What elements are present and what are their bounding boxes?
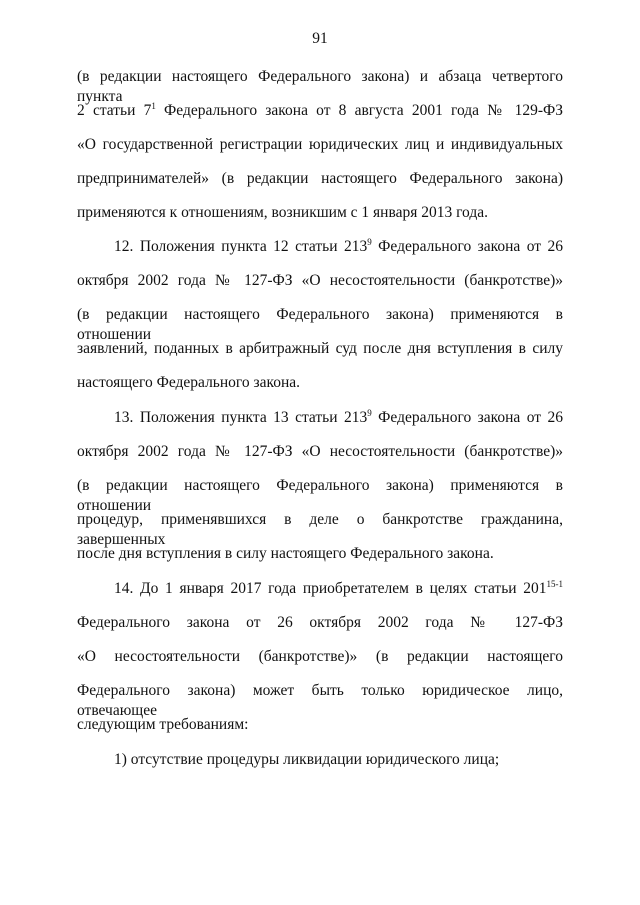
text-line: заявлений, поданных в арбитражный суд после дня вступления в силу (77, 340, 563, 357)
text-line: (в редакции настоящего Федерального закона) применяются в отношении (77, 306, 563, 343)
text-line: предпринимателей» (в редакции настоящего Федерального закона) (77, 170, 563, 187)
superscript: 9 (367, 408, 372, 418)
text-line: процедур, применявшихся в деле о банкротстве гражданина, завершенных (77, 511, 563, 548)
text-line: «О государственной регистрации юридических лиц и индивидуальных (77, 136, 563, 153)
text-line: октября 2002 года № 127-ФЗ «О несостоятельности (банкротстве)» (77, 272, 563, 289)
text-line (114, 579, 563, 599)
text-line: Федерального закона) может быть только юридическое лицо, отвечающее (77, 682, 563, 719)
text-line: «О несостоятельности (банкротстве)» (в редакции настоящего (77, 648, 563, 665)
text-line: октября 2002 года № 127-ФЗ «О несостоятельности (банкротстве)» (77, 443, 563, 460)
text-line: после дня вступления в силу настоящего Федерального закона. (77, 545, 494, 562)
text-line: настоящего Федерального закона. (77, 374, 301, 391)
superscript: 9 (367, 237, 372, 247)
text: 2 статьи 7 (77, 102, 152, 119)
text-line: 1) отсутствие процедуры ликвидации юридического лица; (114, 751, 500, 768)
superscript: 15-1 (546, 579, 563, 589)
text: Федерального закона от 26 (371, 409, 563, 426)
text-line: (в редакции настоящего Федерального закона) и абзаца четвертого пункта (77, 68, 563, 105)
text: 13. Положения пункта 13 статьи 213 (114, 409, 368, 426)
superscript: 1 (151, 101, 156, 111)
text-line (77, 101, 563, 121)
text: 14. До 1 января 2017 года приобретателем в целях статьи 201 (114, 580, 547, 597)
text: Федерального закона от 8 августа 2001 года № 129-ФЗ (155, 102, 563, 119)
text-line: следующим требованиям: (77, 716, 249, 733)
text-line (114, 408, 563, 428)
text-line: Федерального закона от 26 октября 2002 года № 127-ФЗ (77, 614, 563, 631)
text-line: (в редакции настоящего Федерального закона) применяются в отношении (77, 477, 563, 514)
text-line (114, 237, 563, 257)
text: 12. Положения пункта 12 статьи 213 (114, 238, 368, 255)
text: Федерального закона от 26 (371, 238, 563, 255)
text-line: применяются к отношениям, возникшим с 1 января 2013 года. (77, 204, 488, 221)
page-number: 91 (312, 30, 328, 47)
